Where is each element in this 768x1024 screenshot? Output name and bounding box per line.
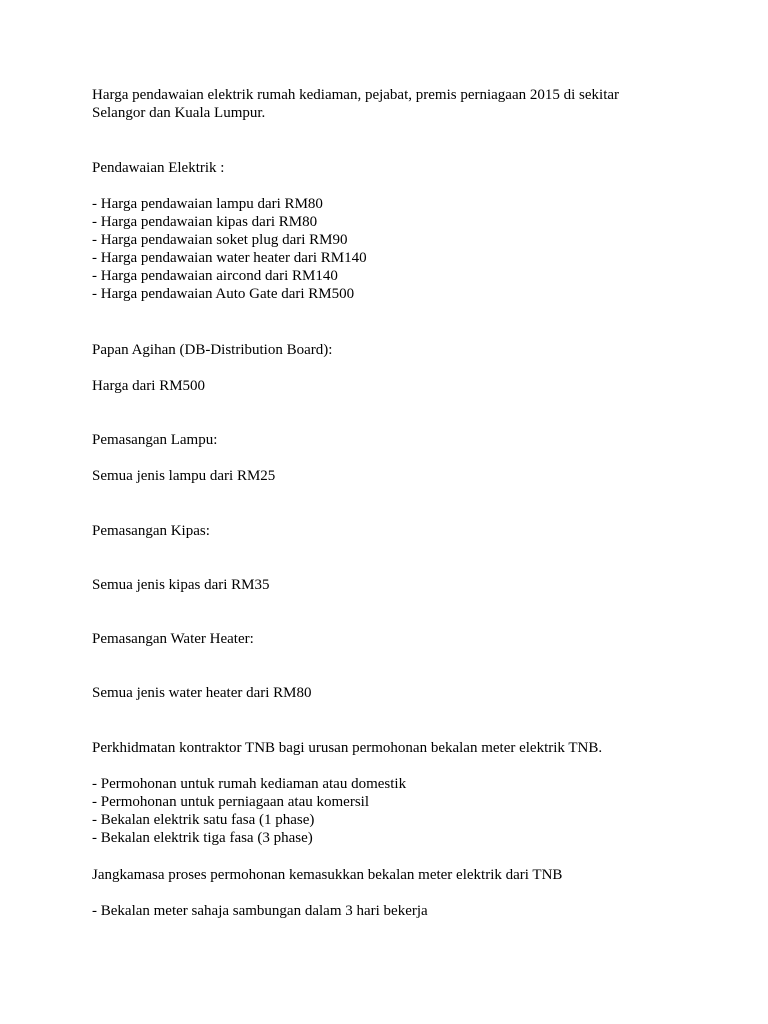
duration-item: - Bekalan meter sahaja sambungan dalam 3 hari bekerja bbox=[92, 903, 428, 919]
tnb-item-domestic: - Permohonan untuk rumah kediaman atau domestik bbox=[92, 776, 407, 792]
wiring-item-socket: - Harga pendawaian soket plug dari RM90 bbox=[92, 232, 348, 248]
fan-text: Semua jenis kipas dari RM35 bbox=[92, 577, 270, 593]
db-heading: Papan Agihan (DB-Distribution Board): bbox=[92, 342, 333, 358]
intro-line-1: Harga pendawaian elektrik rumah kediaman, pejabat, premis perniagaan 2015 di sekitar bbox=[92, 87, 620, 103]
wiring-item-fan: - Harga pendawaian kipas dari RM80 bbox=[92, 214, 318, 230]
intro-line-2: Selangor dan Kuala Lumpur. bbox=[92, 105, 266, 121]
wiring-heading: Pendawaian Elektrik : bbox=[92, 160, 225, 176]
tnb-item-commercial: - Permohonan untuk perniagaan atau komersil bbox=[92, 794, 370, 810]
heater-text: Semua jenis water heater dari RM80 bbox=[92, 685, 312, 701]
lamp-text: Semua jenis lampu dari RM25 bbox=[92, 468, 276, 484]
fan-heading: Pemasangan Kipas: bbox=[92, 523, 210, 539]
duration-heading: Jangkamasa proses permohonan kemasukkan bekalan meter elektrik dari TNB bbox=[92, 867, 563, 883]
wiring-item-auto-gate: - Harga pendawaian Auto Gate dari RM500 bbox=[92, 286, 355, 302]
tnb-item-single-phase: - Bekalan elektrik satu fasa (1 phase) bbox=[92, 812, 315, 828]
wiring-item-aircond: - Harga pendawaian aircond dari RM140 bbox=[92, 268, 338, 284]
heater-heading: Pemasangan Water Heater: bbox=[92, 631, 254, 647]
wiring-item-lamp: - Harga pendawaian lampu dari RM80 bbox=[92, 196, 323, 212]
db-text: Harga dari RM500 bbox=[92, 378, 206, 394]
tnb-heading: Perkhidmatan kontraktor TNB bagi urusan permohonan bekalan meter elektrik TNB. bbox=[92, 740, 603, 756]
lamp-heading: Pemasangan Lampu: bbox=[92, 432, 218, 448]
wiring-item-water-heater: - Harga pendawaian water heater dari RM140 bbox=[92, 250, 367, 266]
tnb-item-three-phase: - Bekalan elektrik tiga fasa (3 phase) bbox=[92, 830, 313, 846]
